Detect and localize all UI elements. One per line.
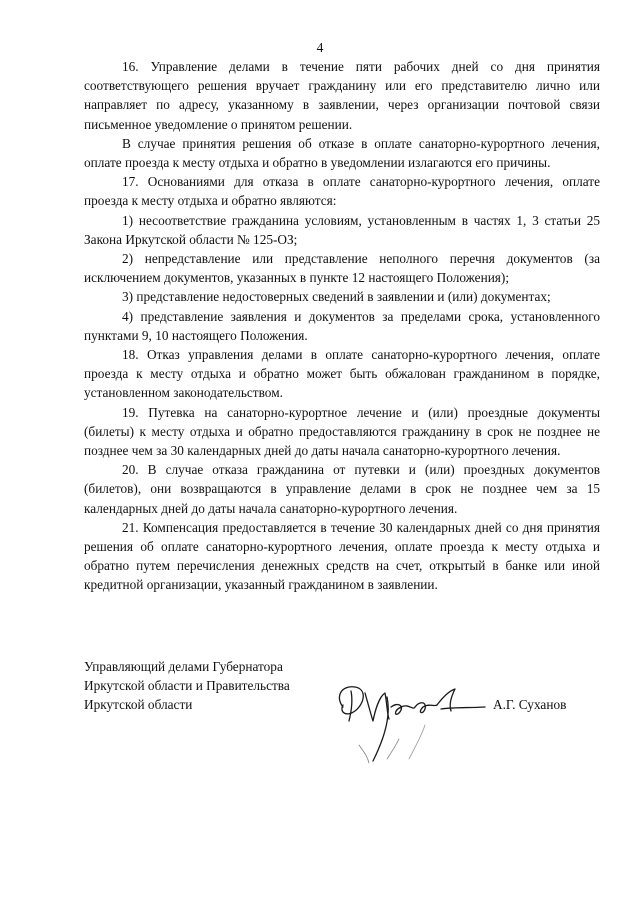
signatory-title-line: Иркутской области (84, 697, 193, 713)
list-item-4: 4) представление заявления и документов за пределами срока, установленного пунктами 9, 10 настоящего Положения. (84, 308, 600, 343)
list-item-2: 2) непредставление или представление неполного перечня документов (за исключением документов, указанных в пункте 12 настоящего Положения); (84, 251, 600, 286)
signature-block (84, 657, 604, 777)
page-number: 4 (316, 40, 324, 55)
list-item-1: 1) несоответствие гражданина условиям, установленным в частях 1, 3 статьи 25 Закона Иркутской области № 125-ОЗ; (84, 212, 600, 247)
handwritten-signature (329, 667, 499, 777)
paragraph-21: 21. Компенсация предоставляется в течение 30 календарных дней со дня принятия решения об оплате санаторно-курортного лечения, оплате проезда к месту отдыха и обратно путем перечисления денежных средств на счет, открытый в банке или иной кредитной организации, указанный гражданином в заявлении. (84, 519, 600, 593)
signatory-title-line: Иркутской области и Правительства (84, 678, 290, 694)
paragraph-17: 17. Основаниями для отказа в оплате санаторно-курортного лечения, оплате проезда к месту отдыха и обратно являются: (84, 174, 600, 209)
document-body (84, 57, 600, 595)
signatory-title-line: Управляющий делами Губернатора (84, 659, 283, 674)
signatory-title (84, 657, 344, 715)
paragraph-19: 19. Путевка на санаторно-курортное лечение и (или) проездные документы (билеты) к месту отдыха и обратно предоставляются гражданину в срок не позднее не позднее чем за 30 календарных дней до даты начала санаторно-курортного лечения. (84, 404, 600, 459)
signatory-name: А.Г. Суханов (493, 697, 567, 712)
paragraph-refusal-reasons: В случае принятия решения об отказе в оплате санаторно-курортного лечения, оплате проезда к месту отдыха и обратно в уведомлении излагаются его причины. (84, 135, 600, 171)
paragraph-20: 20. В случае отказа гражданина от путевки и (или) проездных документов (билетов), они возвращаются в управление делами в срок не позднее чем за 15 календарных дней до даты начала санаторно-курортного лечения. (84, 462, 600, 516)
paragraph-18: 18. Отказ управления делами в оплате санаторно-курортного лечения, оплате проезда к месту отдыха и обратно может быть обжалован гражданином в порядке, установленном законодательством. (84, 347, 600, 401)
list-item-3: 3) представление недостоверных сведений в заявлении и (или) документах; (122, 289, 551, 305)
paragraph-16: 16. Управление делами в течение пяти рабочих дней со дня принятия соответствующего решения вручает гражданину или его представителю лично или направляет по адресу, указанному в заявлении, через организации почтовой связи письменное уведомление о принятом решении. (84, 59, 600, 132)
